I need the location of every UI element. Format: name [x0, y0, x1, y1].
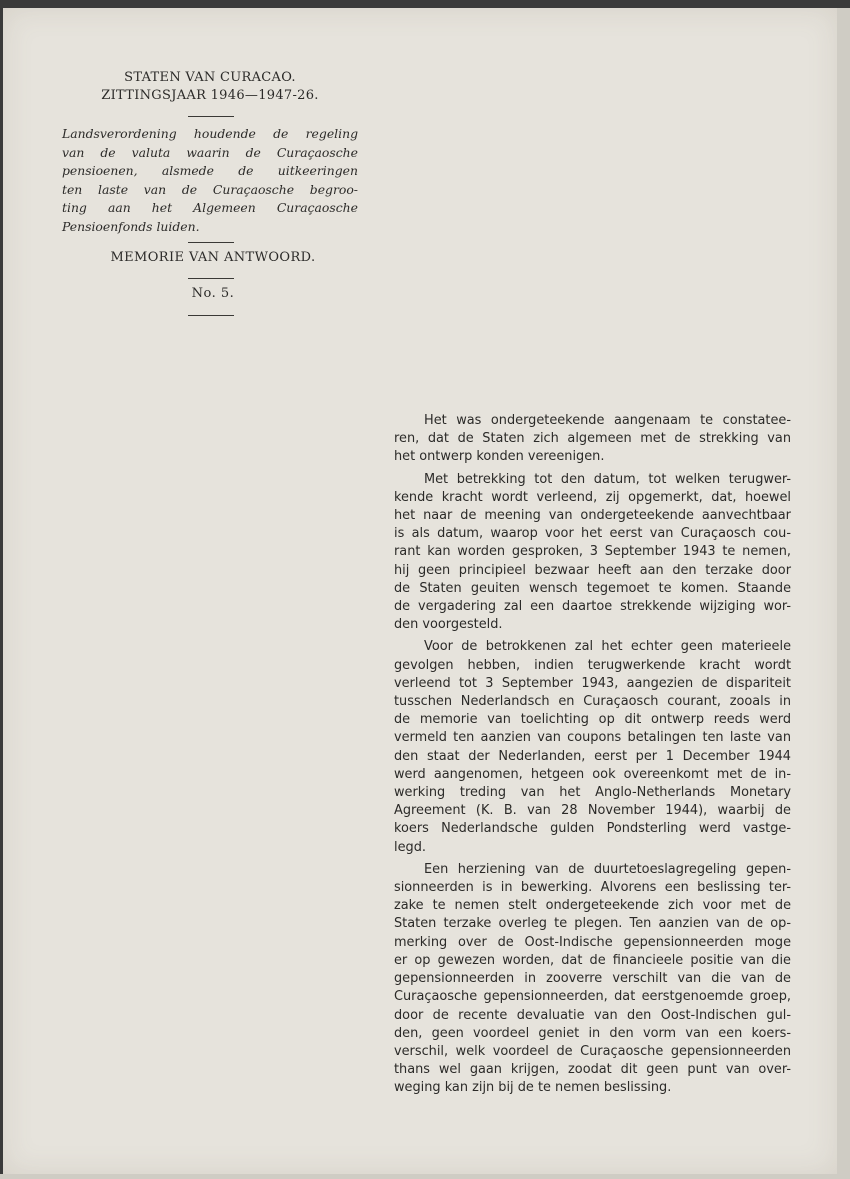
subject-line: Landsverordening houdende de regeling — [62, 126, 358, 141]
text-line: de Staten geuiten wensch tegemoet te komen. Staande — [394, 580, 791, 596]
header-title: STATEN VAN CURACAO. — [124, 70, 296, 85]
text-line: verleend tot 3 September 1943, aangezien de dispariteit — [394, 675, 791, 691]
text-line: sionneerden is in bewerking. Alvorens een beslissing ter- — [394, 880, 791, 896]
divider-rule — [188, 116, 234, 117]
text-line: legd. — [394, 839, 426, 855]
text-line: Curaçaosche gepensionneerden, dat eerstgenoemde groep, — [394, 989, 791, 1005]
page-edge-bottom — [0, 1174, 850, 1179]
paragraph — [394, 471, 791, 635]
text-line: vermeld ten aanzien van coupons betalingen ten laste van — [394, 730, 791, 746]
text-line: het ontwerp konden vereenigen. — [394, 449, 605, 465]
subject-line: ten laste van de Curaçaosche begroo- — [62, 181, 358, 197]
subject-line: ting aan het Algemeen Curaçaosche — [62, 200, 358, 216]
text-line: werking treding van het Anglo-Netherlands Monetary — [394, 785, 791, 801]
paragraph — [394, 412, 791, 467]
text-line: de memorie van toelichting op dit ontwerp reeds werd — [394, 712, 791, 728]
text-line: werd aangenomen, hetgeen ook overeenkomt met de in- — [394, 766, 791, 782]
text-line: merking over de Oost-Indische gepensionneerden moge — [394, 934, 791, 950]
document-number: No. 5. — [191, 286, 235, 301]
text-line: de vergadering zal een daartoe strekkende wijziging wor- — [394, 599, 791, 615]
divider-rule — [188, 242, 234, 243]
paragraph — [394, 861, 791, 1098]
text-line: het naar de meening van ondergeteekende aanvechtbaar — [394, 508, 791, 524]
subject-line: pensioenen, alsmede de uitkeeringen — [62, 163, 358, 179]
text-line: gevolgen hebben, indien terugwerkende kracht wordt — [394, 657, 791, 673]
text-line: gepensionneerden in zooverre verschilt van die van de — [394, 971, 791, 987]
subject-line: Pensioenfonds luiden. — [62, 218, 200, 234]
page-edge-right — [837, 8, 850, 1179]
paragraph — [394, 638, 791, 856]
text-line: den, geen voordeel geniet in den vorm van een koers- — [394, 1025, 791, 1041]
text-line: Staten terzake overleg te plegen. Ten aanzien van de op- — [394, 916, 791, 932]
document-type: MEMORIE VAN ANTWOORD. — [110, 250, 316, 265]
text-line: koers Nederlandsche gulden Pondsterling werd vastge- — [394, 821, 791, 837]
text-line: is als datum, waarop voor het eerst van Curaçaosch cou- — [394, 526, 791, 542]
text-line: rant kan worden gesproken, 3 September 1943 te nemen, — [394, 544, 791, 560]
text-line: zake te nemen stelt ondergeteekende zich voor met de — [394, 898, 791, 914]
text-line: thans wel gaan krijgen, zoodat dit geen punt van over- — [394, 1062, 791, 1078]
session-year: ZITTINGSJAAR 1946—1947-26. — [101, 88, 319, 103]
subject-line: van de valuta waarin de Curaçaosche — [62, 144, 358, 160]
divider-rule — [188, 278, 234, 279]
text-line: kende kracht wordt verleend, zij opgemerkt, dat, hoewel — [394, 489, 791, 505]
text-line: tusschen Nederlandsch en Curaçaosch courant, zooals in — [394, 694, 791, 710]
text-line: Voor de betrokkenen zal het echter geen materieele — [424, 639, 791, 655]
body-text — [394, 412, 791, 1102]
text-line: weging kan zijn bij de te nemen beslissing. — [394, 1080, 672, 1096]
text-line: den staat der Nederlanden, eerst per 1 December 1944 — [394, 748, 791, 764]
text-line: Het was ondergeteekende aangenaam te constatee- — [424, 413, 791, 428]
divider-rule — [188, 315, 234, 316]
text-line: Een herziening van de duurtetoeslagregeling gepen- — [424, 861, 791, 877]
text-line: er op gewezen worden, dat de financieele positie van die — [394, 952, 791, 968]
text-line: Agreement (K. B. van 28 November 1944), waarbij de — [394, 803, 791, 819]
text-line: hij geen principieel bezwaar heeft aan den terzake door — [394, 562, 791, 578]
subject-description — [62, 125, 358, 237]
text-line: den voorgesteld. — [394, 617, 503, 633]
text-line: ren, dat de Staten zich algemeen met de strekking van — [394, 431, 791, 447]
text-line: Met betrekking tot den datum, tot welken terugwer- — [424, 471, 791, 487]
text-line: verschil, welk voordeel de Curaçaosche gepensionneerden — [394, 1043, 791, 1059]
text-line: door de recente devaluatie van den Oost-Indischen gul- — [394, 1007, 791, 1023]
